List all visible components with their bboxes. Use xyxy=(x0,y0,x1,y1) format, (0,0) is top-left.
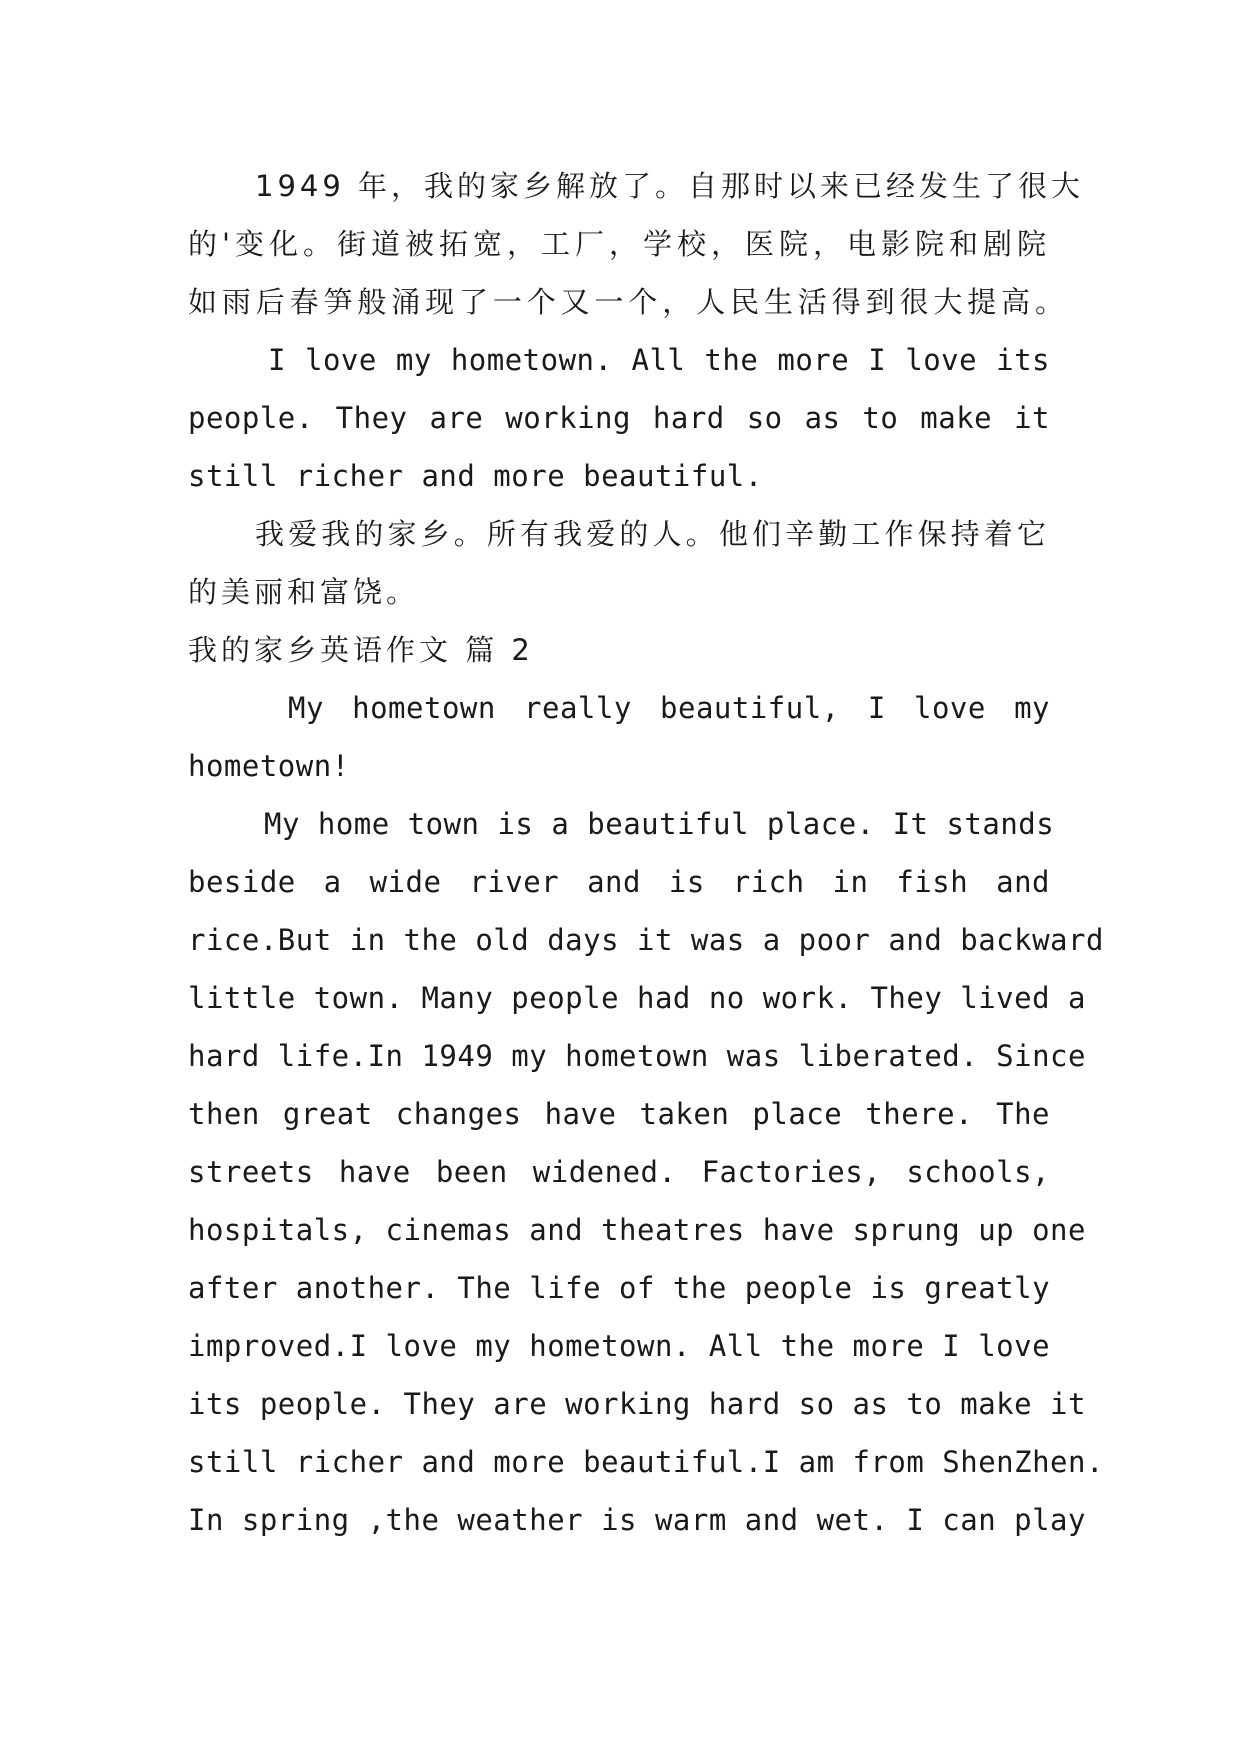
text-line: then great changes have taken place there. The xyxy=(188,1097,1050,1131)
text-line: I love my hometown. All the more I love its xyxy=(268,343,1050,377)
text-line: improved.I love my hometown. All the more I love xyxy=(188,1329,1051,1363)
text-line: hometown! xyxy=(188,749,350,783)
text-line: 的'变化。街道被拓宽，工厂，学校，医院，电影院和剧院 xyxy=(188,227,1050,261)
text-line: beside a wide river and is rich in fish and xyxy=(188,865,1050,899)
text-line: streets have been widened. Factories, schools, xyxy=(188,1155,1050,1189)
text-line: 我的家乡英语作文 篇 2 xyxy=(188,633,534,667)
text-line: hard life.In 1949 my hometown was liberated. Since xyxy=(188,1039,1086,1073)
text-line: people. They are working hard so as to make it xyxy=(188,401,1050,435)
text-line: after another. The life of the people is greatly xyxy=(188,1271,1051,1305)
text-line: My hometown really beautiful, I love my xyxy=(288,691,1050,725)
text-line: its people. They are working hard so as to make it xyxy=(188,1387,1086,1421)
text-line: hospitals, cinemas and theatres have sprung up one xyxy=(188,1213,1086,1247)
text-line: My home town is a beautiful place. It stands xyxy=(264,807,1055,841)
text-line: still richer and more beautiful. xyxy=(188,459,763,493)
text-line: In spring ,the weather is warm and wet. I can play xyxy=(188,1503,1086,1537)
text-line: 1949 年，我的家乡解放了。自那时以来已经发生了很大 xyxy=(255,169,1085,203)
text-line: 的美丽和富饶。 xyxy=(188,575,420,609)
text-line: 我爱我的家乡。所有我爱的人。他们辛勤工作保持着它 xyxy=(255,517,1050,551)
text-line: still richer and more beautiful.I am from ShenZhen. xyxy=(188,1445,1104,1479)
text-line: rice.But in the old days it was a poor and backward xyxy=(188,923,1104,957)
text-line: 如雨后春笋般涌现了一个又一个，人民生活得到很大提高。 xyxy=(188,285,1068,319)
text-line: little town. Many people had no work. They lived a xyxy=(188,981,1086,1015)
